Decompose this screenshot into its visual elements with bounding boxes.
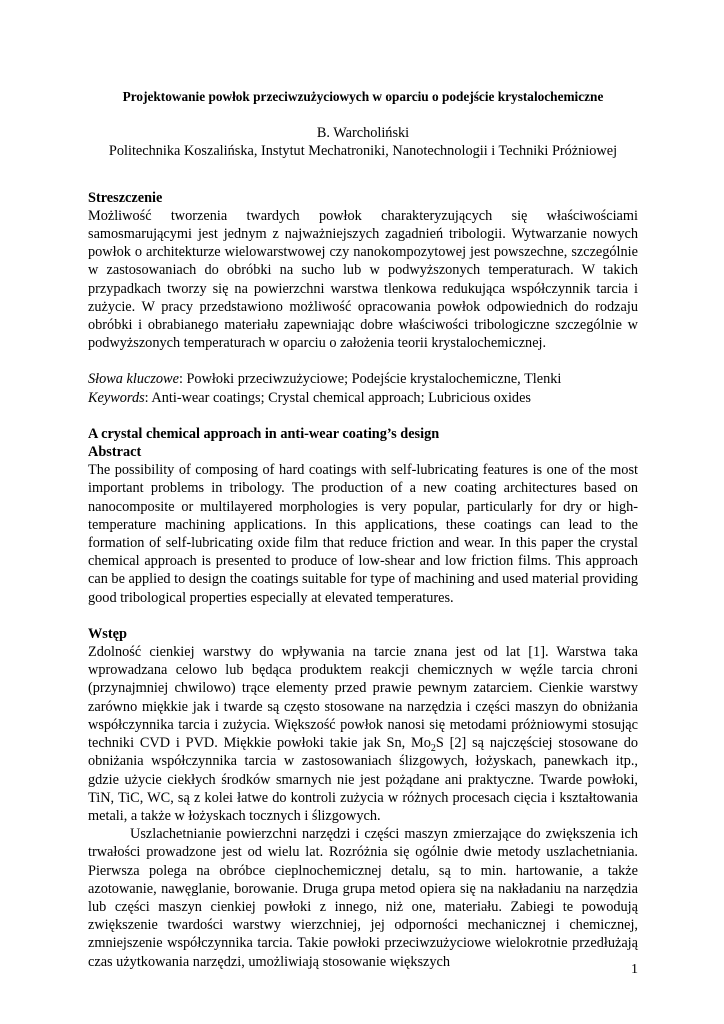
keywords-pl-text: : Powłoki przeciwzużyciowe; Podejście krystalochemiczne, Tlenki — [178, 371, 562, 388]
page-content — [88, 88, 638, 971]
streszczenie-body: Możliwość tworzenia twardych powłok charakteryzujących się właściwościami samosmarującymi jest jednym z najważniejszych zagadnień tribologii. Wytwarzanie nowych powłok o architekturze wielowarstwowej czy nanokompozytowej jest powszechne, szczególnie w zastosowaniach do obróbki na sucho lub w podwyższonych temperaturach. W takich przypadkach tworzy się na powierzchni warstwa tlenkowa redukująca współczynnik tarcia i zużycie. W pracy przedstawiono możliwość opracowania powłok odpowiednich do rodzaju obróbki i obrabianego materiału zapewniając dobre właściwości tribologiczne szczególnie w podwyższonych temperaturach w oparciu o założenia teorii krystalochemicznej. — [88, 207, 638, 352]
abstract-body: The possibility of composing of hard coatings with self-lubricating features is one of the most important problems in tribology. The production of a new coating architectures based on nanocomposite or multilayered morphologies is very popular, particularly for dry or high-temperature machining applications. In this applications, these coatings can lead to the formation of self-lubricating oxide film that reduce friction and wear. In this paper the crystal chemical approach is presented to produce of low-shear and low friction films. This approach can be applied to design the coatings suitable for type of machining and used material providing good tribological properties especially at elevated temperatures. — [88, 462, 638, 606]
wstep-p1-subscript: 2 — [430, 742, 436, 754]
affiliation: Politechnika Koszalińska, Instytut Mechatroniki, Nanotechnologii i Techniki Próżniowej — [108, 143, 618, 160]
author: B. Warcholiński — [316, 125, 410, 142]
keywords-en-text: : Anti-wear coatings; Crystal chemical approach; Lubricious oxides — [144, 389, 531, 406]
wstep-paragraph-2: Uszlachetnianie powierzchni narzędzi i części maszyn zmierzające do zwiększenia ich trwałości prowadzone jest od wielu lat. Rozróżnia się ogólnie dwie metody uszlachetniania. Pierwsza polega na obróbce cieplnochemicznej detalu, są to min. hartowanie, a także azotowanie, nawęglanie, borowanie. Druga grupa metod opiera się na nakładaniu na narzędzia lub części maszyn cienkiej powłoki z innego, niż one, materiału. Zabiegi te powodują zwiększenie twardości warstwy wierzchniej, jej odporności mechanicznej i chemicznej, zmniejszenie współczynnika tarcia. Takie powłoki przeciwzużyciowe wielokrotnie przedłużają czas użytkowania narzędzi, umożliwiają stosowanie większych — [88, 826, 638, 970]
wstep-p1-part-b: S [2] są najczęściej stosowane do obniżania współczynnika tarcia w zastosowaniach ślizgowych, łożyskach, panewkach itp., gdzie użycie ciekłych środków smarnych nie jest pożądane ani praktyczne. Twarde powłoki, TiN, TiC, WC, są z kolei łatwe do kontroli zużycia w różnych procesach cięcia i kształtowania metali, a także w łożyskach tocznych i ślizgowych. — [88, 735, 638, 824]
keywords-en-label: Keywords — [88, 389, 145, 406]
keywords-en — [88, 389, 638, 407]
abstract-heading: Abstract — [88, 444, 142, 461]
streszczenie-heading: Streszczenie — [88, 189, 163, 206]
paper-title: Projektowanie powłok przeciwzużyciowych w oparciu o podejście krystalochemiczne — [122, 89, 604, 104]
wstep-heading: Wstęp — [88, 625, 127, 642]
wstep-p1-part-a: Zdolność cienkiej warstwy do wpływania na tarcie znana jest od lat [1]. Warstwa taka wprowadzana celowo lub będąca produktem reakcji chemicznych w węźle tarcia chroni (przynajmniej chwilowo) trące elementy przed prawie pewnym zatarciem. Cienkie warstwy zarówno miękkie jak i twarde są często stosowane na narzędzia i części maszyn do obniżania współczynnika tarcia i zużycia. Większość powłok nanosi się metodami próżniowymi stosując techniki CVD i PVD. Miękkie powłoki takie jak Sn, Mo — [88, 644, 638, 752]
page-number: 1 — [631, 962, 638, 977]
english-title: A crystal chemical approach in anti-wear coating’s design — [88, 425, 440, 442]
wstep-paragraph-1 — [88, 643, 638, 825]
keywords-pl — [88, 370, 638, 388]
keywords-pl-label: Słowa kluczowe — [88, 371, 179, 388]
